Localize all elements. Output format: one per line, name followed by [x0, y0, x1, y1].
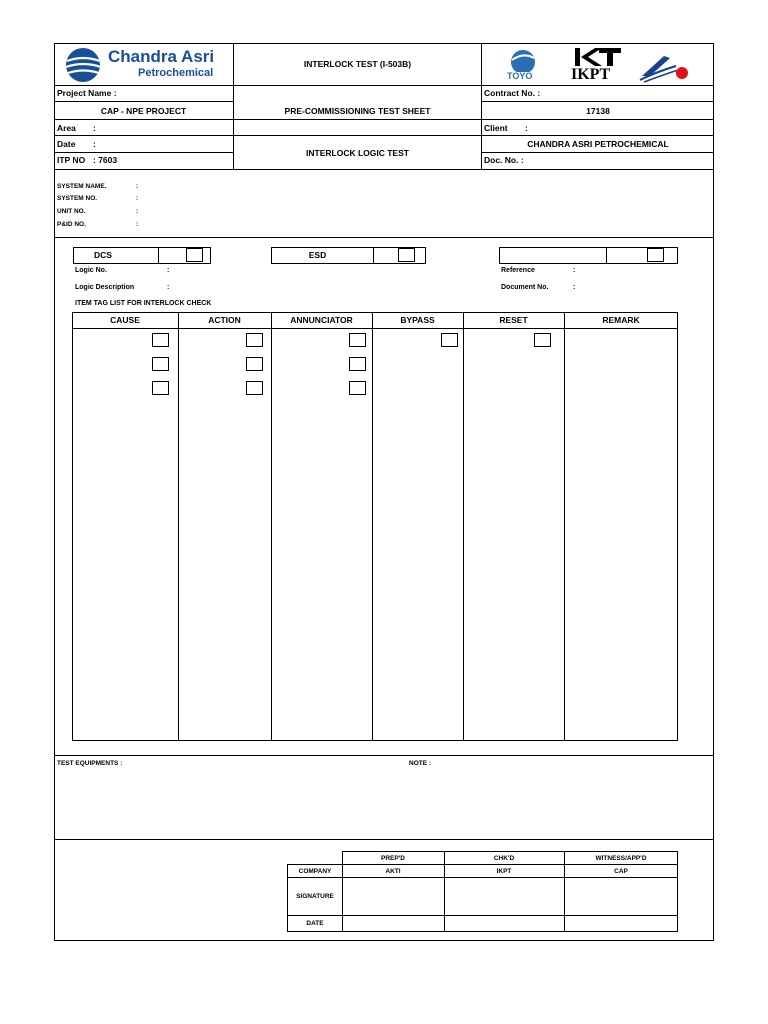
annunciator-checkbox[interactable] — [349, 333, 366, 347]
col-header-remark: REMARK — [602, 315, 640, 325]
footer-divider — [54, 839, 714, 840]
itp-label: ITP NO — [57, 155, 86, 165]
header-line — [481, 152, 714, 153]
pid-no-label: P&ID NO. — [57, 221, 86, 228]
col-header-bypass: BYPASS — [400, 315, 435, 325]
globe-icon — [64, 47, 104, 83]
ikpt-logo-text: IKPT — [571, 66, 611, 83]
header-line — [54, 152, 233, 153]
company-cap: CAP — [614, 867, 628, 875]
chandra-asri-logo — [64, 46, 224, 84]
table-col-divider — [271, 312, 272, 741]
company-akti: AKTI — [385, 867, 401, 875]
esd-label: ESD — [308, 249, 327, 260]
logic-no-colon: : — [167, 267, 170, 274]
action-checkbox[interactable] — [246, 381, 263, 395]
bypass-checkbox[interactable] — [441, 333, 458, 347]
table-col-divider — [463, 312, 464, 741]
action-checkbox[interactable] — [246, 357, 263, 371]
signature-label: SIGNATURE — [296, 893, 334, 900]
date-colon: : — [93, 139, 96, 149]
client-value: CHANDRA ASRI PETROCHEMICAL — [527, 139, 669, 149]
unit-no-colon: : — [136, 208, 139, 215]
test-equipments-label: TEST EQUIPMENTS : — [57, 760, 123, 767]
company-ikpt: IKPT — [496, 867, 512, 875]
item-tag-list-title: ITEM TAG LIST FOR INTERLOCK CHECK — [75, 300, 212, 307]
table-col-divider — [564, 312, 565, 741]
logic-test-title: INTERLOCK LOGIC TEST — [306, 147, 409, 158]
swoosh-logo — [636, 50, 692, 84]
section-divider — [54, 237, 714, 238]
signoff-date-label: DATE — [306, 920, 324, 927]
table-col-divider — [372, 312, 373, 741]
action-checkbox[interactable] — [246, 333, 263, 347]
signature-field-witness[interactable] — [565, 878, 677, 915]
doc-no-label: Doc. No. : — [484, 155, 524, 165]
date-field-chkd[interactable] — [445, 916, 564, 931]
annunciator-checkbox[interactable] — [349, 381, 366, 395]
area-colon: : — [93, 123, 96, 133]
note-label: NOTE : — [409, 760, 432, 767]
col-header-cause: CAUSE — [110, 315, 140, 325]
other-checkbox[interactable] — [647, 248, 664, 262]
client-label: Client — [484, 123, 508, 133]
signature-field-prepd[interactable] — [343, 878, 444, 915]
date-field-prepd[interactable] — [343, 916, 444, 931]
reference-colon: : — [573, 267, 576, 274]
project-name-label: Project Name : — [57, 88, 117, 98]
system-name-label: SYSTEM NAME. — [57, 183, 107, 190]
col-header-annunciator: ANNUNCIATOR — [290, 315, 353, 325]
prepd-header: PREP'D — [381, 854, 405, 862]
reference-label: Reference — [501, 267, 535, 274]
area-label: Area — [57, 123, 76, 133]
logic-description-colon: : — [167, 284, 170, 291]
contract-no-value: 17138 — [586, 105, 610, 116]
company-label: COMPANY — [298, 867, 332, 875]
date-label: Date — [57, 139, 76, 149]
signature-field-chkd[interactable] — [445, 878, 564, 915]
cause-checkbox[interactable] — [152, 357, 169, 371]
dcs-label: DCS — [94, 249, 112, 260]
cause-checkbox[interactable] — [152, 333, 169, 347]
dcs-checkbox[interactable] — [186, 248, 203, 262]
annunciator-checkbox[interactable] — [349, 357, 366, 371]
table-col-divider — [178, 312, 179, 741]
system-no-label: SYSTEM NO. — [57, 195, 98, 202]
chkd-header: CHK'D — [493, 854, 515, 862]
sheet-title: PRE-COMMISSIONING TEST SHEET — [284, 105, 431, 116]
logic-description-label: Logic Description — [75, 284, 135, 291]
contract-no-label: Contract No. : — [484, 88, 541, 98]
reset-checkbox[interactable] — [534, 333, 551, 347]
cause-checkbox[interactable] — [152, 381, 169, 395]
logic-no-label: Logic No. — [75, 267, 107, 274]
esd-box-divider — [373, 247, 374, 264]
unit-no-label: UNIT NO. — [57, 208, 86, 215]
document-title: INTERLOCK TEST (I-503B) — [303, 59, 412, 69]
col-header-action: ACTION — [208, 315, 241, 325]
interlock-table — [72, 312, 678, 741]
table-header-line — [72, 328, 678, 329]
project-name-value: CAP - NPE PROJECT — [100, 105, 187, 116]
toyo-logo-text: TOYO — [507, 71, 533, 81]
other-box-divider — [606, 247, 607, 264]
system-name-colon: : — [136, 183, 139, 190]
system-no-colon: : — [136, 195, 139, 202]
chandra-logo-subtitle: Petrochemical — [138, 67, 214, 79]
header-line — [54, 169, 714, 170]
date-field-witness[interactable] — [565, 916, 677, 931]
itp-value: : 7603 — [93, 155, 118, 165]
ikpt-mark-icon — [569, 46, 625, 68]
toyo-logo — [503, 48, 543, 84]
client-colon: : — [525, 123, 528, 133]
witness-header: WITNESS/APP'D — [595, 854, 647, 862]
document-no-label: Document No. — [501, 284, 549, 291]
esd-checkbox[interactable] — [398, 248, 415, 262]
chandra-logo-title: Chandra Asri — [108, 47, 215, 66]
document-no-colon: : — [573, 284, 576, 291]
ikpt-logo — [569, 46, 625, 84]
footer-divider — [54, 755, 714, 756]
pid-no-colon: : — [136, 221, 139, 228]
dcs-box-divider — [158, 247, 159, 264]
col-header-reset: RESET — [499, 315, 528, 325]
